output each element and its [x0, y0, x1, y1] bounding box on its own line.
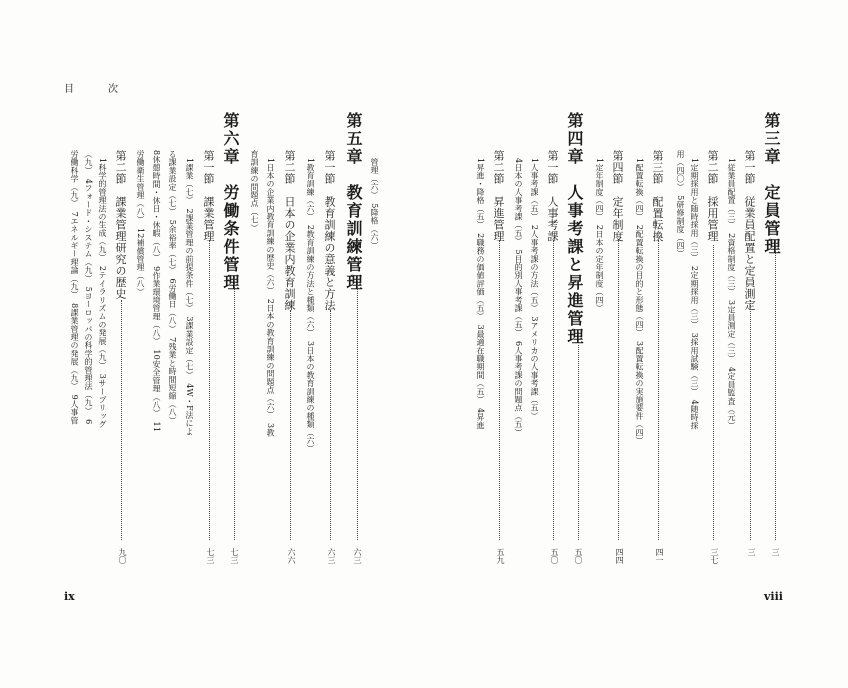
- page-number-right: viii: [764, 590, 783, 603]
- ch5-section-1-items: 1教育訓練（六） 2教育訓練の方法と種類（六） 3日本の教育訓練の種類（六）: [306, 158, 315, 453]
- chapter-4-page: 五〇: [574, 548, 583, 564]
- ch5-section-1-title: 第一節 教育訓練の意義と方法: [323, 150, 336, 311]
- ch4-section-1-page: 五〇: [550, 548, 559, 564]
- ch6-section-2-items-b: （九） 4フォード・システム（九） 5ヨーロッパの科学的管理法（九） 6: [84, 150, 93, 425]
- leader-dots: [234, 275, 235, 540]
- ch6-section-1-items-d: 労働衛生管理（八） 12補償管理（八）: [136, 150, 145, 296]
- leader-dots: [357, 275, 358, 540]
- ch4-section-2-title: 第二節 昇進管理: [492, 150, 505, 242]
- ch3-section-2-title: 第二節 採用管理: [706, 150, 719, 242]
- ch6-section-1-items-a: 1課業（七） 2課業管理の前提条件（七） 3課業設定（七） 4W・F法によ: [185, 158, 194, 436]
- chapter-6-title: 第六章 労働条件管理: [221, 112, 240, 292]
- ch6-section-2-items-a: 1科学的管理法の生成（九） 2テイラリズムの発展（九） 3サーブリッグ: [98, 158, 107, 429]
- leader-dots: [121, 300, 122, 540]
- ch6-section-2-page: 九〇: [118, 548, 127, 564]
- chapter-5-page: 六三: [353, 548, 362, 564]
- leader-dots: [750, 300, 751, 540]
- ch4-section-1-items-b: 4日本の人事考課（五） 5目的別人事考課（五） 6人事考課の問題点（五）: [514, 158, 523, 437]
- ch5-section-2-items-b: 育訓練の問題点（七）: [250, 150, 259, 232]
- ch3-section-2-items-a: 1定期採用と随時採用（三） 2定期採用（三） 3採用試験（三） 4随時採: [690, 158, 699, 430]
- ch3-section-3-page: 四一: [655, 548, 664, 564]
- ch3-section-4-items: 1定年制度（四） 2日本の定年制度（四）: [595, 158, 604, 313]
- ch3-section-4-page: 四四: [615, 548, 624, 564]
- chapter-4-title: 第四章 人事考課と昇進管理: [565, 112, 584, 346]
- ch3-section-3-title: 第三節 配置転換: [651, 150, 664, 242]
- leader-dots: [658, 240, 659, 540]
- ch4-section-2-items: 1昇進・降格（五） 2職務の価値評価（五） 3最適在職期間（五） 4昇進: [476, 158, 485, 430]
- leader-dots: [618, 240, 619, 540]
- ch6-section-2-items-c: 労働科学（九） 7エネルギー理論（九） 8課業管理の発展（九） 9人事管: [70, 150, 79, 425]
- ch4-section-1-items-a: 1人事考課（五） 2人事考課の方法（五） 3アメリカの人事考課（五）: [530, 158, 539, 421]
- ch6-section-1-items-b: る課業設定（七） 5余裕率（七） 6労働日（八） 7残業と時間短縮（八）: [168, 150, 177, 425]
- ch5-section-1-page: 六三: [327, 548, 336, 564]
- leader-dots: [499, 240, 500, 540]
- continued-item: 管理（六） 5降格（六）: [370, 158, 379, 250]
- ch6-section-1-page: 七三: [206, 548, 215, 564]
- ch3-section-2-items-b: 用（四〇） 5研修制度（四）: [676, 150, 685, 258]
- leader-dots: [330, 310, 331, 540]
- ch6-section-2-title: 第二節 課業管理研究の歴史: [114, 150, 127, 300]
- leader-dots: [290, 310, 291, 540]
- ch3-section-2-page: 三七: [710, 548, 719, 564]
- page-number-left: ix: [64, 590, 75, 603]
- ch5-section-2-title: 第二節 日本の企業内教育訓練: [283, 150, 296, 311]
- ch3-section-4-title: 第四節 定年制度: [611, 150, 624, 242]
- ch5-section-2-items-a: 1日本の企業内教育訓練の歴史（六） 2日本の教育訓練の問題点（六） 3教: [266, 158, 275, 437]
- ch4-section-2-page: 五九: [496, 548, 505, 564]
- leader-dots: [578, 345, 579, 540]
- leader-dots: [713, 245, 714, 540]
- chapter-6-page: 七三: [230, 548, 239, 564]
- leader-dots: [775, 240, 776, 540]
- running-head-mokuji: 目 次: [64, 84, 130, 95]
- leader-dots: [553, 240, 554, 540]
- chapter-5-title: 第五章 教育訓練管理: [344, 112, 363, 292]
- ch5-section-2-page: 六六: [287, 548, 296, 564]
- ch6-section-1-title: 第一節 課業管理: [202, 150, 215, 242]
- ch3-section-1-title: 第一節 従業員配置と定員測定: [743, 150, 756, 311]
- chapter-3-page: 三: [771, 548, 780, 556]
- ch3-section-1-items: 1従業員配置（三） 2資格制度（三） 3定員測定（三） 4定員監査（元）: [727, 158, 736, 430]
- ch3-section-3-items: 1配置転換（四） 2配置転換の目的と形態（四） 3配置転換の実施要件（四）: [635, 158, 644, 445]
- ch4-section-1-title: 第一節 人事考課: [546, 150, 559, 242]
- chapter-3-title: 第三章 定員管理: [762, 112, 781, 256]
- leader-dots: [209, 240, 210, 540]
- ch3-section-1-page: 三: [747, 548, 756, 556]
- ch6-section-1-items-c: 8休憩時間・休日・休暇（八） 9作業環境管理（八） 10安全管理（八） 11: [152, 150, 161, 433]
